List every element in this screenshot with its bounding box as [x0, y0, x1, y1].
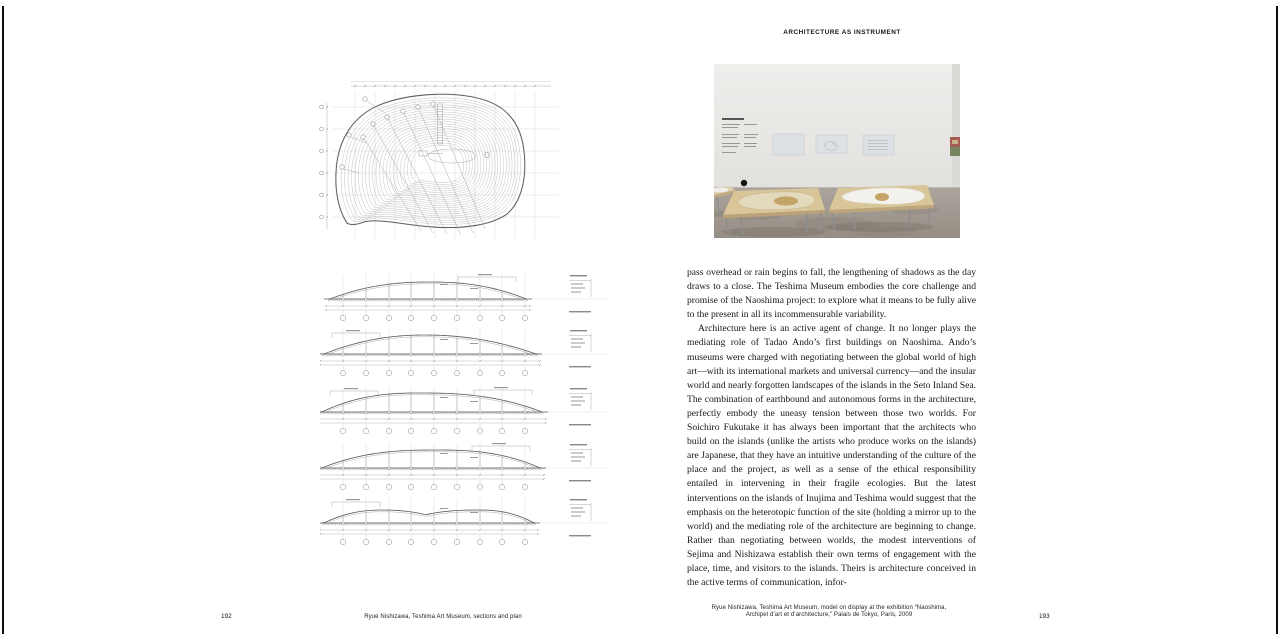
exhibition-photo-svg: [714, 64, 960, 238]
body-text: [687, 266, 976, 590]
section-drawing-3: [320, 384, 610, 440]
section-drawing-5: [320, 495, 610, 551]
body-paragraph-2: Architecture here is an active agent of change. It no longer plays the mediating role of Tadao Ando’s first buildings on Naoshima. Ando’s museums were charged with negotiating between the global world of high art—with its international markets and universal currency—and the insular world and nearly forgotten landscapes of the islands in the Seto Inland Sea. The combination of earthbound and autonomous forms in the architecture, perfectly embody the uneasy tension between those two worlds. For Soichiro Fukutake it has always been important that the architects who build on the islands (unlike the artists who produce works on the islands) are Japanese, that they have an intuitive understanding of the culture of the place and the project, as well as a sense of the ethical responsibility entailed in intervening in their fragile ecologies. But the latest interventions on the islands of Inujima and Teshima would suggest that the emphasis on the heterotopic function of the site (holding a mirror up to the world) and the mediating role of the architecture are beginning to change. Rather than negotiating between worlds, the modest interventions of Sejima and Nishizawa establish their own terms of engagement with the place, time, and visitors to the islands. Theirs is architecture conceived in the active terms of communication, infor-: [687, 323, 976, 589]
teshima-plan-drawing: [315, 77, 565, 247]
photo-caption: [683, 605, 975, 620]
photo-caption-line1: Ryue Nishizawa, Teshima Art Museum, model on display at the exhibition “Naoshima,: [711, 605, 947, 611]
page-edge-right: [1276, 6, 1278, 634]
photo-caption-line2: Archipel d’art et d’architecture,” Palais de Tokyo, Paris, 2009: [745, 612, 913, 619]
section-drawing-4: [320, 440, 610, 496]
section-drawing-2: [320, 326, 610, 382]
section-drawing-1: [320, 271, 610, 327]
body-paragraph-1: pass overhead or rain begins to fall, the lengthening of shadows as the day draws to a close. The Teshima Museum embodies the core challenge and promise of the Naoshima project: to explore what it means to be fully alive to the present in all its incommensurable variability.: [687, 267, 976, 321]
page-number-right: 193: [1039, 613, 1050, 620]
plan-svg: [315, 77, 565, 247]
page-number-left: 192: [221, 613, 232, 620]
exhibition-photo: [714, 64, 960, 238]
page-edge-left: [2, 6, 4, 634]
left-page-caption: Ryue Nishizawa, Teshima Art Museum, sections and plan: [364, 614, 522, 620]
running-head: ARCHITECTURE AS INSTRUMENT: [783, 29, 901, 36]
